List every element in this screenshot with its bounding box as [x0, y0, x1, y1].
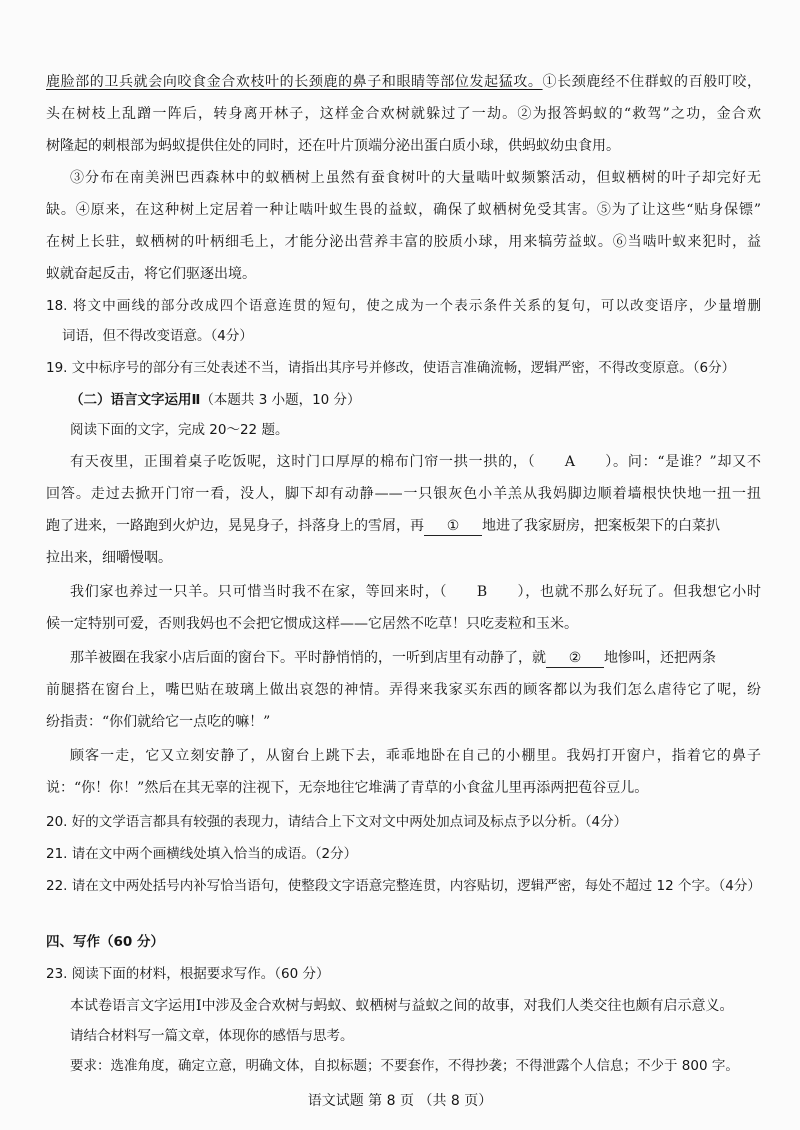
blank-2: ②: [546, 649, 604, 668]
story-line: 我们家也养过一只羊。只可惜当时我不在家，等回来时，（ B ），也就不那么好玩了。但我想它小时: [70, 584, 761, 600]
passage-line: 树隆起的刺根部为蚂蚁提供住处的同时，还在叶片顶端分泌出蛋白质小球，供蚂蚁幼虫食用。: [46, 138, 620, 154]
passage-line: 在树上长驻，蚁栖树的叶柄细毛上，才能分泌出营养丰富的胶质小球，用来犒劳益蚁。⑥当啮叶蚁来犯时，益: [46, 234, 761, 250]
story-line: 有天夜里，正围着桌子吃饭呢，这时门口厚厚的棉布门帘一拱一拱的，（ A ）。问：“是谁？”却又不: [70, 454, 761, 470]
requirements: 要求：选准角度，确定立意，明确文体，自拟标题；不要套作，不得抄袭；不得泄露个人信息；不少于 800 字。: [70, 1058, 739, 1074]
passage-line: 鹿脸部的卫兵就会向咬食金合欢枝叶的长颈鹿的鼻子和眼睛等部位发起猛攻。①长颈鹿经不住群蚁的百般叮咬，: [46, 74, 761, 90]
story-line: 候一定特别可爱，否则我妈也不会把它惯成这样——它居然不吃草！只吃麦粒和玉米。: [46, 616, 578, 632]
question-21: 21. 请在文中两个画横线处填入恰当的成语。（2分）: [46, 846, 358, 862]
story-line: 回答。走过去掀开门帘一看，没人，脚下却有动静——一只银灰色小羊羔从我妈脚边顺着墙根快快地一扭一扭: [46, 486, 761, 502]
story-line: 拉出来，细嚼慢咽。: [46, 550, 172, 566]
section-heading: （二）语言文字运用Ⅱ（本题共 3 小题，10 分）: [70, 392, 361, 408]
passage-line: 缺。④原来，在这种树上定居着一种让啮叶蚁生畏的益蚁，确保了蚁栖树免受其害。⑤为了让这些“贴身保镖”: [46, 202, 761, 218]
section-intro: 阅读下面的文字，完成 20～22 题。: [70, 422, 289, 438]
passage-line: 头在树枝上乱蹭一阵后，转身离开林子，这样金合欢树就躲过了一劫。②为报答蚂蚁的“救驾”之功，金合欢: [46, 106, 761, 122]
question-18: 18. 将文中画线的部分改成四个语意连贯的短句，使之成为一个表示条件关系的复句，可以改变语序，少量增删: [46, 298, 761, 314]
story-line: 说：“你！你！”然后在其无辜的注视下，无奈地往它堆满了青草的小食盆儿里再添两把苞谷豆儿。: [46, 780, 649, 796]
story-line: 前腿搭在窗台上，嘴巴贴在玻璃上做出哀怨的神情。弄得来我家买东西的顾客都以为我们怎么虐待它了呢，纷: [46, 682, 761, 698]
underlined-sentence: 鹿脸部的卫兵就会向咬食金合欢枝叶的长颈鹿的鼻子和眼睛等部位发起猛攻。: [46, 74, 543, 90]
question-22: 22. 请在文中两处括号内补写恰当语句，使整段文字语意完整连贯，内容贴切，逻辑严密，每处不超过 12 个字。（4分）: [46, 878, 761, 894]
page-footer: 语文试题 第 8 页 （共 8 页）: [307, 1093, 493, 1109]
question-18-cont: 词语，但不得改变语意。（4分）: [62, 328, 253, 344]
material-line: 请结合材料写一篇文章，体现你的感悟与思考。: [70, 1028, 354, 1044]
blank-1: ①: [424, 517, 482, 536]
section-heading: 四、写作（60 分）: [46, 934, 164, 950]
question-23: 23. 阅读下面的材料，根据要求写作。（60 分）: [46, 966, 330, 982]
story-line: 那羊被圈在我家小店后面的窗台下。平时静悄悄的，一听到店里有动静了，就 ② 地惨叫，还把两条: [70, 650, 716, 666]
question-19: 19. 文中标序号的部分有三处表述不当，请指出其序号并修改，使语言准确流畅，逻辑严密，不得改变原意。（6分）: [46, 360, 736, 376]
passage-line: 蚁就奋起反击，将它们驱逐出境。: [46, 266, 256, 282]
story-line: 纷指责：“你们就给它一点吃的嘛！”: [46, 714, 271, 730]
passage-line: ③分布在南美洲巴西森林中的蚁栖树上虽然有蚕食树叶的大量啮叶蚁频繁活动，但蚁栖树的叶子却完好无: [70, 170, 761, 186]
story-line: 顾客一走，它又立刻安静了，从窗台上跳下去，乖乖地卧在自己的小棚里。我妈打开窗户，指着它的鼻子: [70, 748, 761, 764]
question-20: 20. 好的文学语言都具有较强的表现力，请结合上下文对文中两处加点词及标点予以分析。（4分）: [46, 814, 628, 830]
material-line: 本试卷语言文字运用Ⅰ中涉及金合欢树与蚂蚁、蚁栖树与益蚁之间的故事，对我们人类交往也颇有启示意义。: [70, 998, 734, 1014]
story-line: 跑了进来，一路跑到火炉边，晃晃身子，抖落身上的雪屑，再 ① 地进了我家厨房，把案板架下的白菜扒: [46, 518, 720, 534]
